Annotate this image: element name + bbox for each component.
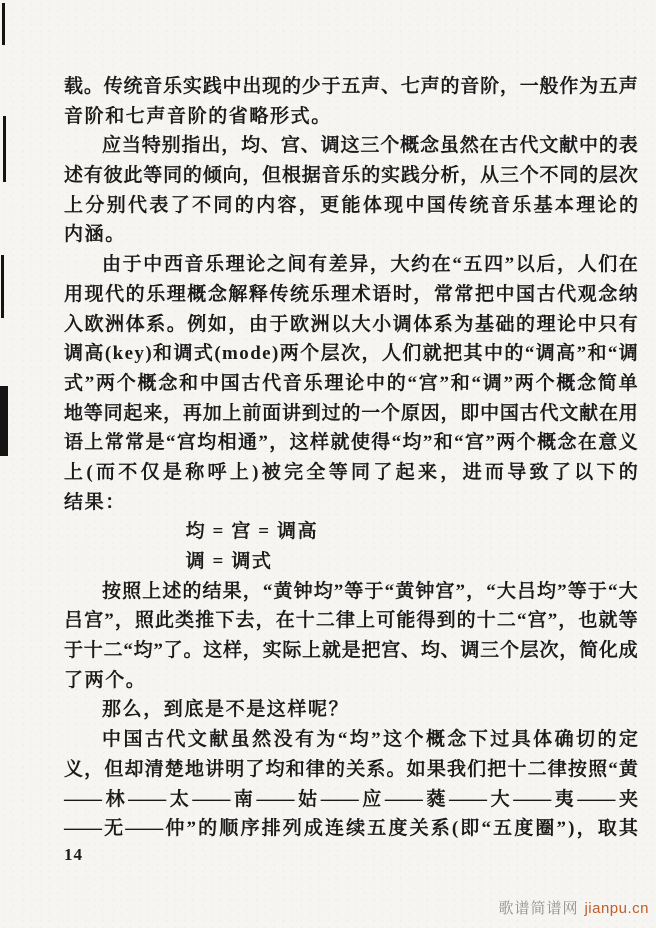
text-block <box>64 72 638 844</box>
text-line: 于 十 二 “ 均 ” 了 。 这 样 ， 实 际 上 就 是 把 宫 、 均 、 调 三 个 层 次 ， 简 化 成 <box>64 640 638 662</box>
text-line: 语 上 常 常 是 “ 宫 均 相 通 ” ， 这 样 就 使 得 “ 均 ” 和 “ 宫 ” 两 个 概 念 在 意 义 <box>64 432 638 454</box>
text-line: 调 高 ( k e y ) 和 调 式 ( m o d e ) 两 个 层 次 ， 人 们 就 把 其 中 的 “ 调 高 ” 和 “ 调 <box>64 343 638 365</box>
text-line: 述 有 彼 此 等 同 的 倾 向 ， 但 根 据 音 乐 的 实 践 分 析 ， 从 三 个 不 同 的 层 次 <box>64 165 638 187</box>
text-line: 用 现 代 的 乐 理 概 念 解 释 传 统 乐 理 术 语 时 ， 常 常 把 中 国 古 代 观 念 纳 <box>64 283 638 305</box>
text-line: —— 无 —— 仲 ” 的 顺 序 排 列 成 连 续 五 度 关 系 ( 即 “ 五 度 圈 ” ) ， 取 其 <box>64 818 638 840</box>
text-line: 了两个。 <box>64 669 147 691</box>
text-line: 入 欧 洲 体 系 。 例 如 ， 由 于 欧 洲 以 大 小 调 体 系 为 基 础 的 理 论 中 只 有 <box>64 313 638 335</box>
binding-mark <box>2 3 5 45</box>
formula-line: 调 = 调式 <box>185 551 273 572</box>
watermark <box>498 897 649 918</box>
text-line: 义 ， 但 却 清 楚 地 讲 明 了 均 和 律 的 关 系 。 如 果 我 们 把 十 二 律 按 照 “ 黄 <box>64 758 638 780</box>
text-line: 结果： <box>64 491 126 513</box>
text-line: 音阶和七声音阶的省略形式。 <box>64 105 332 127</box>
binding-mark <box>0 386 8 456</box>
formula-line: 均 = 宫 = 调高 <box>185 521 319 543</box>
text-line: 由 于 中 西 音 乐 理 论 之 间 有 差 异 ， 大 约 在 “ 五 四 ” 以 后 ， 人 们 在 <box>102 254 638 276</box>
text-line: 式 ” 两 个 概 念 和 中 国 古 代 音 乐 理 论 中 的 “ 宫 ” 和 “ 调 ” 两 个 概 念 简 单 <box>64 372 638 394</box>
text-line: 中 国 古 代 文 献 虽 然 没 有 为 “ 均 ” 这 个 概 念 下 过 具 体 确 切 的 定 <box>102 729 638 751</box>
text-line: 地 等 同 起 来 ， 再 加 上 前 面 讲 到 过 的 一 个 原 因 ， 即 中 国 古 代 文 献 在 用 <box>64 402 638 424</box>
text-line: 吕 宫 ” ， 照 此 类 推 下 去 ， 在 十 二 律 上 可 能 得 到 的 十 二 “ 宫 ” ， 也 就 等 <box>64 610 638 632</box>
text-line: 载 。 传 统 音 乐 实 践 中 出 现 的 少 于 五 声 、 七 声 的 音 阶 ， 一 般 作 为 五 声 <box>64 76 638 97</box>
watermark-site-url: jianpu.cn <box>584 900 649 917</box>
watermark-site-name: 歌谱简谱网 <box>498 900 579 917</box>
text-line: —— 林 —— 太 —— 南 —— 姑 —— 应 —— 蕤 —— 大 —— 夷 —— 夹 <box>64 788 638 810</box>
binding-mark <box>3 116 6 182</box>
text-line: 上 ( 而 不 仅 是 称 呼 上 ) 被 完 全 等 同 了 起 来 ， 进 而 导 致 了 以 下 的 <box>64 461 638 483</box>
page-number: 14 <box>64 845 83 864</box>
text-line: 那么，到底是不是这样呢？ <box>102 699 350 721</box>
text-line: 应 当 特 别 指 出 ， 均 、 宫 、 调 这 三 个 概 念 虽 然 在 古 代 文 献 中 的 表 <box>102 135 638 157</box>
text-line: 按 照 上 述 的 结 果 ， “ 黄 钟 均 ” 等 于 “ 黄 钟 宫 ” ， “ 大 吕 均 ” 等 于 “ 大 <box>102 580 638 602</box>
text-line: 内涵。 <box>64 224 126 246</box>
binding-mark <box>1 255 4 318</box>
text-line: 上 分 别 代 表 了 不 同 的 内 容 ， 更 能 体 现 中 国 传 统 音 乐 基 本 理 论 的 <box>64 194 638 216</box>
